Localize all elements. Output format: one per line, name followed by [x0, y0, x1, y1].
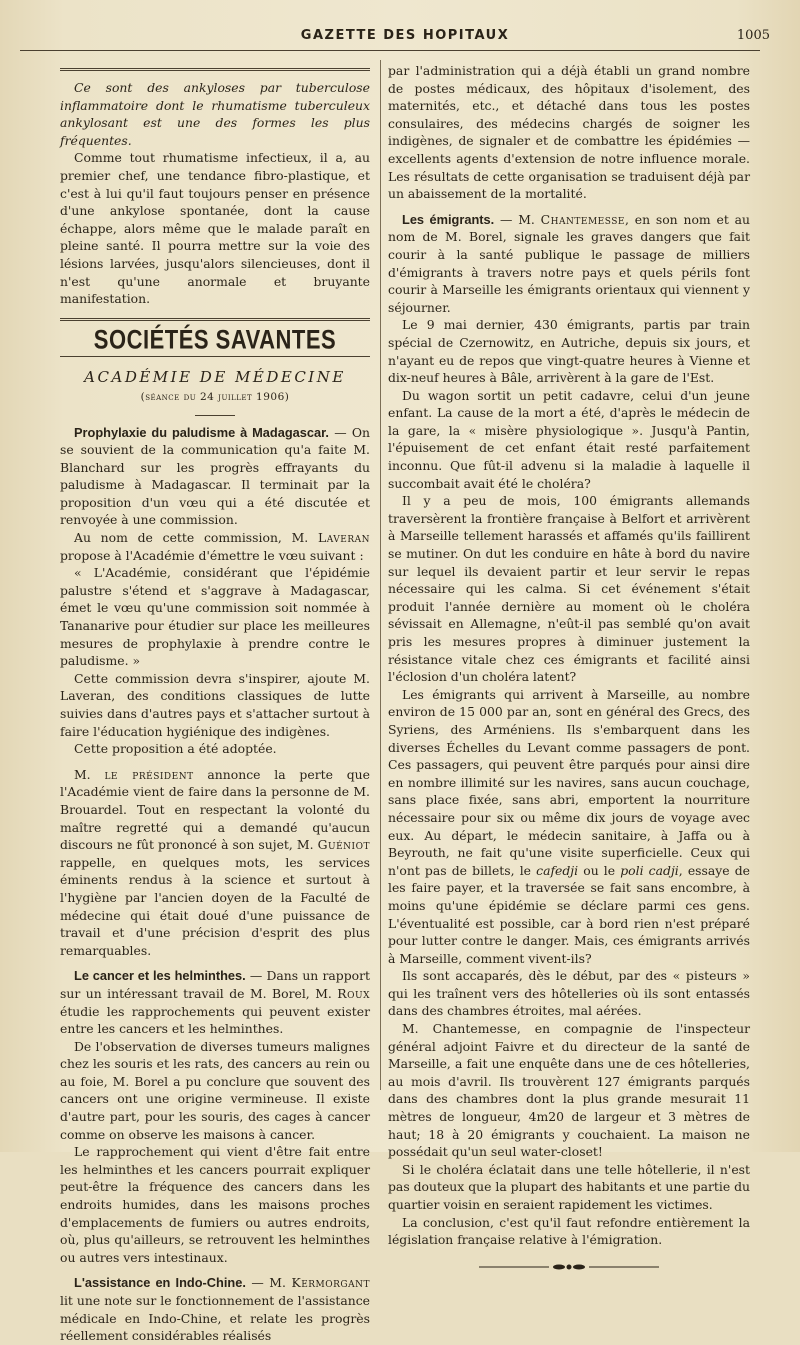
paragraph-administration: par l'administration qui a déjà établi un grand nombre de postes médicaux, des hôpitaux d'isolement, des maternités, etc., et détaché dans tous les postes consulaires, des médecins chargés de soigner les indigènes, de signaler et de combattre les épidémies — excellents agents d'extension de notre influence morale. Les résultats de cette organisation se traduisent déjà par un abaissement de la mortalité. [388, 63, 750, 202]
paragraph-pisteurs: Ils sont accaparés, dès le début, par des « pisteurs » qui les traînent vers des hôtelleries où ils sont entassés dans des chambres étroites, mal aérées. [388, 968, 750, 1019]
spacer [60, 1266, 370, 1274]
text: étudie les rapprochements qui peuvent exister entre les cancers et les helminthes. [60, 1003, 370, 1037]
name-kermorgant: Kermorgant [291, 1275, 370, 1291]
spacer [388, 203, 750, 211]
heading-emigrants: Les émigrants. [402, 211, 495, 227]
page-number: 1005 [736, 28, 770, 43]
text: Au nom de cette commission, M. [74, 530, 318, 546]
paragraph-voeu: « L'Académie, considérant que l'épidémie palustre s'étend et s'aggrave à Madagascar, émet le vœu qu'une commission soit nommée à Tananarive pour étudier sur place les meilleures mesures de prophylaxie à prendre contre le paludisme. » [60, 565, 370, 669]
text: M. [74, 766, 105, 782]
paragraph-enquete: M. Chantemesse, en compagnie de l'inspecteur général adjoint Faivre et du directeur de la santé de Marseille, a fait une enquête dans une de ces hôtelleries, au mois d'avril. Ils trouvèrent 127 émigrants parqués dans des chambres dont la plus grande mesurait 11 mètres de longueur, 4m20 de largeur et 3 mètres de haut; 18 à 20 émigrants y couchaient. La maison ne possédait qu'un seul water-closet! [388, 1021, 750, 1160]
end-ornament [388, 1259, 750, 1277]
spacer [60, 758, 370, 766]
paragraph-indochine [60, 1274, 370, 1344]
text: — M. [245, 1275, 292, 1291]
text: ou le [578, 862, 621, 878]
text: Les émigrants qui arrivent à Marseille, au nombre environ de 15 000 par an, sont en général des Grecs, des Syriens, des Arméniens. Ils s'embarquent dans les diverses Échelles du Levant comme passagers de pont. Ces passagers, qui peuvent être parqués pour ainsi dire en nombre illimité sur les navires, sans aucun couchage, sans place fixée, sans abri, emportent la nourriture nécessaire pour six ou même dix jours de voyage avec eux. Au départ, le médecin sanitaire, à Jaffa ou à Beyrouth, ne fait qu'une visite superficielle. Ceux qui n'ont pas de billets, le [388, 686, 750, 878]
heading-cancer: Le cancer et les helminthes. [74, 968, 246, 984]
paragraph-marseille [388, 686, 750, 968]
paragraph-belfort: Il y a peu de mois, 100 émigrants allemands traversèrent la frontière française à Belfort et arrivèrent à Marseille tellement harassés et affamés qu'ils faillirent se mutiner. On dut les conduire en hâte à bord du navire sur lequel ils devaient partir et leur servir le repas nécessaire qui les calma. Si cet événement s'était produit l'année dernière au moment où le choléra sévissait en Allemagne, n'eût-il pas semblé qu'on avait pris les mesures propres à diminuer justement la résistance vitale chez ces émigrants et facilité ainsi l'éclosion d'un choléra latent? [388, 493, 750, 685]
name-chantemesse: Chantemesse [540, 211, 625, 227]
column-divider [380, 60, 381, 1090]
text: — Dans un rapport sur un intéressant travail de M. Borel, M. [60, 968, 370, 1001]
academy-title: ACADÉMIE DE MÉDECINE [84, 368, 346, 387]
president-label: le président [104, 766, 194, 782]
text-paludisme: — On se souvient de la communication qu'a faite M. Blanchard sur les progrès effrayants du paludisme à Madagascar. Il terminait par la proposition d'un vœu qui a été discutée et renvoyée à une commission. [60, 424, 370, 528]
name-gueniot: Guéniot [317, 837, 370, 853]
running-title: GAZETTE DES HOPITAUX [300, 28, 510, 43]
session-day: 24 juillet [199, 390, 253, 403]
section-rule [60, 318, 370, 321]
text: — M. [494, 211, 541, 227]
intro-italic: Ce sont des ankyloses par tuberculose inflammatoire dont le rhumatisme tuberculeux ankylosant est une des formes les plus fréquentes. [60, 80, 370, 148]
page-header [40, 28, 770, 48]
paragraph-paludisme [60, 424, 370, 530]
paragraph-emigrants [388, 211, 750, 317]
paragraph-czernowitz: Le 9 mai dernier, 430 émigrants, partis par train spécial de Czernowitz, en Autriche, depuis six jours, et n'ayant eu de repos que vingt-quatre heures à Vienne et dix-neuf heures à Bâle, arrivèrent à la gare de l'Est. [388, 317, 750, 386]
text: annonce la perte que l'Académie vient de faire dans la personne de M. Brouardel. Tout en respectant la volonté du maître regretté qui a demandé qu'aucun discours ne fût prononcé à son sujet, M. [60, 766, 370, 853]
right-column [388, 62, 750, 1276]
paragraph-wagon: Du wagon sortit un petit cadavre, celui d'un jeune enfant. La cause de la mort a été, d'après le médecin de la gare, la « misère physiologique ». Jusqu'à Pantin, l'épuisement de cet enfant était resté parfaitement inconnu. Que fût-il advenu si la maladie à laquelle il succombait avait été le choléra? [388, 387, 750, 491]
short-rule [195, 415, 235, 416]
left-column [60, 62, 370, 1345]
heading-indochine: L'assistance en Indo-Chine. [74, 1275, 246, 1291]
text: , essaye de les faire payer, et la traversée se fait sans encombre, à moins qu'une épidémie se déclare parmi ces gens. L'éventualité est possible, car à bord rien n'est préparé pour lutter contre le danger. Mais, ces émigrants arrivés à Marseille, comment vivent-ils? [388, 862, 750, 966]
paragraph-cancer [60, 967, 370, 1037]
text: propose à l'Académie d'émettre le vœu suivant : [60, 547, 364, 563]
paragraph-conclusion: La conclusion, c'est qu'il faut refondre entièrement la législation française relative à l'émigration. [388, 1214, 750, 1248]
paragraph-brouardel [60, 766, 370, 960]
text: , en son nom et au nom de M. Borel, signale les graves dangers que fait courir à la santé publique le passage de milliers d'émigrants à travers notre pays et quels périls font courir à Marseille les émigrants orientaux qui viennent y séjourner. [388, 211, 750, 315]
paragraph-laveran [60, 529, 370, 564]
section-title-rule [60, 356, 370, 357]
text: rappelle, en quelques mots, les services éminents rendus à la science et surtout à l'hygiène par l'ancien doyen de la Faculté de médecine qui était doué d'une puissance de travail et d'une précision d'esprit des plus remarquables. [60, 854, 370, 958]
paragraph-commission: Cette commission devra s'inspirer, ajoute M. Laveran, des conditions classiques de lutte suivies dans d'autres pays et s'attacher surtout à faire l'éducation hygiénique des indigènes. [60, 670, 370, 739]
session-label: (séance du [140, 390, 197, 403]
top-rule [60, 68, 370, 71]
term-poli-cadji: poli cadji [620, 862, 679, 878]
ornament-rule-icon [479, 1262, 659, 1272]
name-laveran: Laveran [318, 530, 370, 546]
name-roux: Roux [337, 985, 370, 1001]
paragraph-cholera: Si le choléra éclatait dans une telle hôtellerie, il n'est pas douteux que la plupart des habitants et une partie du quartier voisin en seraient rapidement les victimes. [388, 1161, 751, 1212]
session-date [60, 389, 370, 407]
section-title: SOCIÉTÉS SAVANTES [93, 324, 337, 355]
text: lit une note sur le fonctionnement de l'assistance médicale en Indo-Chine, et relate les progrès réellement considérables réalisés [60, 1293, 370, 1344]
intro-paragraph: Comme tout rhumatisme infectieux, il a, au premier chef, une tendance fibro-plastique, et c'est à lui qu'il faut toujours penser en présence d'une ankylose spontanée, dont la cause échappe, alors même que le malade paraît en pleine santé. Il pourra mettre sur la voie des lésions larvées, jusqu'alors silencieuses, dont il n'est qu'une anormale et bruyante manifestation. [60, 150, 370, 307]
header-rule [20, 50, 760, 51]
spacer [60, 959, 370, 967]
term-cafedji: cafedji [536, 862, 579, 878]
paragraph-adoptee: Cette proposition a été adoptée. [74, 741, 277, 757]
paragraph-souris: De l'observation de diverses tumeurs malignes chez les souris et les rats, des cancers au rein ou au foie, M. Borel a pu conclure que souvent des cancers ont une origine vermineuse. Il existe d'autre part, pour les souris, des cages à cancer comme on observe les maisons à cancer. [60, 1038, 370, 1142]
session-year: 1906) [256, 390, 290, 403]
paragraph-rapprochement: Le rapprochement qui vient d'être fait entre les helminthes et les cancers pourrait expliquer peut-être la fréquence des cancers dans les endroits humides, dans les maisons proches d'emplacements de fumiers ou autres endroits, où, plus qu'ailleurs, se retrouvent les helminthes ou autres vers intestinaux. [60, 1144, 370, 1265]
heading-paludisme: Prophylaxie du paludisme à Madagascar. [74, 424, 329, 440]
